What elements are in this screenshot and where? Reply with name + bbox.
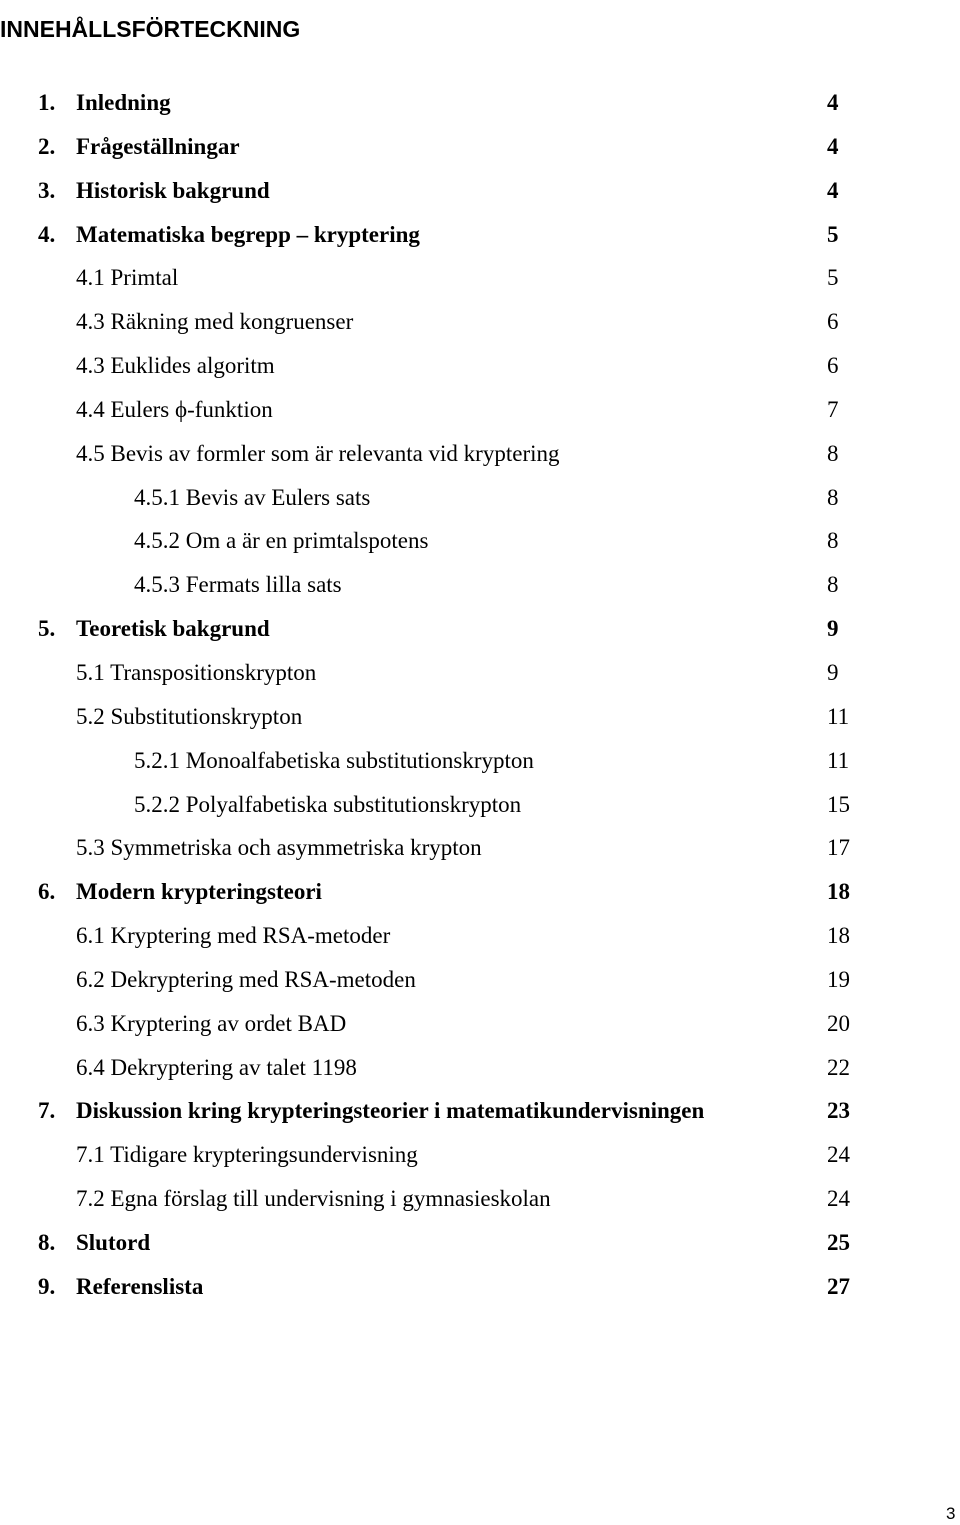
toc-entry <box>0 1133 960 1177</box>
toc-entry-title: Slutord <box>76 1229 151 1255</box>
toc-entry <box>0 1089 960 1133</box>
toc-entry-number: 9. <box>38 1273 56 1299</box>
toc-entry-title: 5.2 Substitutionskrypton <box>76 703 303 729</box>
toc-entry-number: 1. <box>38 90 56 115</box>
toc-entry <box>0 958 960 1002</box>
toc-entry-page: 19 <box>827 966 850 992</box>
toc-entry-title: 5.2.1 Monoalfabetiska substitutionskrypton <box>134 747 534 773</box>
toc-entry-number: 5. <box>38 616 56 642</box>
toc-entry <box>0 519 960 563</box>
toc-entry <box>0 213 960 257</box>
toc-entry-title: Modern krypteringsteori <box>76 879 322 905</box>
toc-entry-title: 4.1 Primtal <box>76 265 179 291</box>
toc-entry <box>0 125 960 169</box>
toc-entry <box>0 914 960 958</box>
toc-entry-page: 8 <box>827 572 839 598</box>
toc-entry-title: 6.2 Dekryptering med RSA-metoden <box>76 966 416 992</box>
toc-entry <box>0 388 960 432</box>
toc-entry <box>0 169 960 213</box>
toc-entry <box>0 563 960 607</box>
toc-entry-title: 4.5.3 Fermats lilla sats <box>134 572 342 598</box>
toc-entry <box>0 783 960 827</box>
toc-entry-title: Teoretisk bakgrund <box>76 616 270 642</box>
toc-entry-page: 17 <box>827 835 850 861</box>
toc-entry-page: 18 <box>827 879 850 905</box>
toc-entry-page: 6 <box>827 309 839 335</box>
toc-entry-title: 4.5.1 Bevis av Eulers sats <box>134 484 371 510</box>
toc-entry <box>0 607 960 651</box>
toc-entry-page: 7 <box>827 396 839 422</box>
toc-entry-page: 22 <box>827 1054 850 1080</box>
toc-entry-number: 3. <box>38 177 56 203</box>
toc-entry-page: 15 <box>827 791 850 817</box>
toc-entry-page: 20 <box>827 1010 850 1036</box>
toc-entry-page: 5 <box>827 265 839 291</box>
toc-entry <box>0 476 960 520</box>
toc-entry-page: 8 <box>827 484 839 510</box>
toc-entry-page: 5 <box>827 221 839 247</box>
toc-entry-number: 7. <box>38 1098 56 1124</box>
toc-entry <box>0 695 960 739</box>
page-number: 3 <box>946 1504 956 1523</box>
toc-entry-title: 5.3 Symmetriska och asymmetriska krypton <box>76 835 482 861</box>
toc-entry-number: 4. <box>38 221 56 247</box>
toc-entry-title: 5.1 Transpositionskrypton <box>76 659 317 685</box>
page-title: INNEHÅLLSFÖRTECKNING <box>0 16 301 43</box>
toc-entry-number: 2. <box>38 133 56 159</box>
toc-entry-title: 6.1 Kryptering med RSA-metoder <box>76 923 391 949</box>
toc-entry-page: 9 <box>827 616 839 642</box>
toc-entry-title: 4.3 Euklides algoritm <box>76 353 275 379</box>
toc-entry-number: 8. <box>38 1229 56 1255</box>
toc-entry <box>0 81 960 125</box>
toc-entry-page: 27 <box>827 1273 850 1299</box>
toc-entry <box>0 1265 960 1309</box>
toc-entry-page: 4 <box>827 177 839 203</box>
toc-entry-page: 8 <box>827 528 839 554</box>
toc-entry-page: 4 <box>827 133 839 159</box>
toc-entry-title: 7.2 Egna förslag till undervisning i gymnasieskolan <box>76 1186 551 1212</box>
toc-entry-title: 7.1 Tidigare krypteringsundervisning <box>76 1142 418 1168</box>
toc-entry-page: 4 <box>827 90 839 115</box>
toc-entry-page: 25 <box>827 1229 850 1255</box>
toc-entry-title: 5.2.2 Polyalfabetiska substitutionskrypton <box>134 791 522 817</box>
toc-entry-page: 23 <box>827 1098 850 1124</box>
toc-entry-title: 6.3 Kryptering av ordet BAD <box>76 1010 347 1036</box>
toc-entry-page: 6 <box>827 353 839 379</box>
toc-entry <box>0 256 960 300</box>
toc-entry-title: Historisk bakgrund <box>76 177 270 203</box>
toc-entry-page: 11 <box>827 747 850 773</box>
toc-entry <box>0 1177 960 1221</box>
toc-entry-title: 4.4 Eulers ϕ-funktion <box>76 396 273 422</box>
toc-entry <box>0 432 960 476</box>
toc-entry-page: 11 <box>827 703 850 729</box>
toc-entry-title: 6.4 Dekryptering av talet 1198 <box>76 1054 357 1080</box>
toc-entry <box>0 1046 960 1090</box>
toc-entry-page: 24 <box>827 1186 850 1212</box>
toc-entry <box>0 300 960 344</box>
toc-entry <box>0 826 960 870</box>
toc-entry-title: 4.5.2 Om a är en primtalspotens <box>134 528 429 554</box>
toc-entry-number: 6. <box>38 879 56 905</box>
toc-entry-page: 24 <box>827 1142 850 1168</box>
toc-entry-title: Inledning <box>76 90 171 115</box>
toc-entry-title: Frågeställningar <box>76 133 240 159</box>
toc-entry-title: Diskussion kring krypteringsteorier i matematikundervisningen <box>76 1098 705 1124</box>
toc-entry <box>0 1221 960 1265</box>
toc-entry <box>0 344 960 388</box>
toc-entry-title: 4.3 Räkning med kongruenser <box>76 309 354 335</box>
toc-entry-title: Matematiska begrepp – kryptering <box>76 221 420 247</box>
table-of-contents <box>0 81 960 1309</box>
toc-entry-title: 4.5 Bevis av formler som är relevanta vid kryptering <box>76 440 560 466</box>
toc-entry <box>0 1002 960 1046</box>
toc-entry <box>0 651 960 695</box>
toc-entry-title: Referenslista <box>76 1273 204 1299</box>
toc-entry-page: 8 <box>827 440 839 466</box>
toc-entry-page: 18 <box>827 923 850 949</box>
toc-entry-page: 9 <box>827 659 839 685</box>
toc-entry <box>0 870 960 914</box>
toc-entry <box>0 739 960 783</box>
